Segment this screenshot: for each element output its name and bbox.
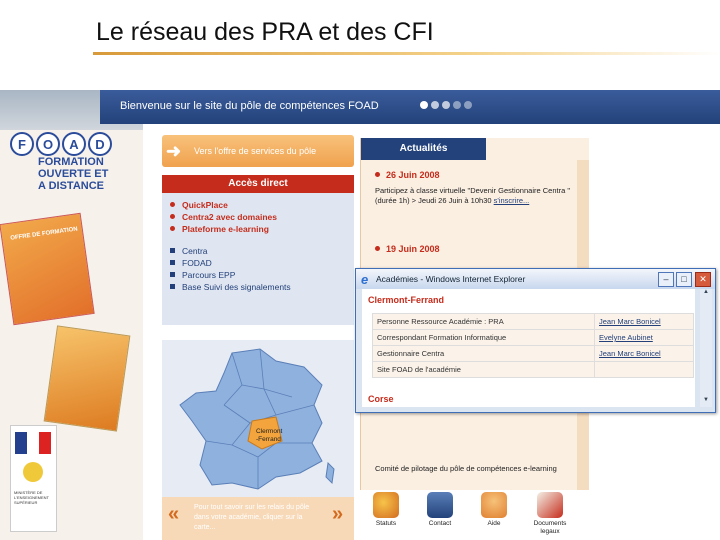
ie-window-title: Académies - Windows Internet Explorer (376, 274, 526, 284)
acces-link[interactable]: QuickPlace (170, 199, 354, 211)
contact-link (595, 362, 694, 378)
arrow-right-icon: ➜ (166, 141, 182, 161)
table-row (373, 362, 694, 378)
close-button[interactable]: ✕ (695, 272, 711, 287)
map-footer-text: Pour tout savoir sur les relais du pôle dans votre académie, cliquer sur la carte... (194, 504, 310, 531)
france-map[interactable] (172, 345, 342, 495)
acces-link[interactable]: Base Suivi des signalements (170, 281, 354, 293)
news-date: 26 Juin 2008 (375, 170, 440, 180)
brochure-image[interactable] (0, 213, 95, 325)
ie-scrollbar[interactable] (700, 289, 712, 407)
foad-letter: D (88, 132, 112, 156)
site-header (100, 90, 720, 124)
table-row (373, 330, 694, 346)
brochure-title: OFFRE DE FORMATION (10, 226, 79, 242)
acces-link[interactable]: Centra2 avec domaines (170, 211, 354, 223)
map-region-label: Clermont -Ferrand (256, 428, 283, 443)
minimize-button[interactable]: – (658, 272, 674, 287)
news-title: Actualités (361, 138, 486, 160)
computer-icon (427, 492, 453, 518)
register-link[interactable]: s'inscrire... (493, 196, 530, 205)
contact-link[interactable]: Jean Marc Bonicel (595, 346, 694, 362)
maximize-button[interactable]: □ (676, 272, 692, 287)
icon-label: Documents legaux (533, 520, 567, 535)
scroll-up-icon[interactable]: ▲ (703, 289, 709, 295)
contact-link[interactable]: Evelyne Aubinet (595, 330, 694, 346)
institution-logos (10, 425, 57, 532)
foad-line: A DISTANCE (38, 180, 104, 192)
acces-direct-panel (162, 175, 354, 325)
table-row (373, 314, 694, 330)
republique-francaise-logo (15, 432, 51, 454)
foad-subtitle (38, 156, 108, 192)
acces-link[interactable]: FODAD (170, 257, 354, 269)
ie-titlebar[interactable] (356, 269, 715, 289)
role-cell: Correspondant Formation Informatique (373, 330, 595, 346)
left-column (0, 90, 143, 540)
foad-logo (10, 132, 112, 156)
acces-direct-title: Accès direct (162, 175, 354, 193)
news-text: Participez à classe virtuelle "Devenir Gestionnaire Centra " (durée 1h) > Jeudi 26 Juin à 10h30 s'inscrire... (375, 186, 570, 205)
academy-table (372, 313, 694, 378)
region-title: Clermont-Ferrand (368, 295, 445, 305)
map-footer[interactable] (162, 497, 354, 540)
title-underline (93, 52, 720, 55)
comite-text: Comité de pilotage du pôle de compétences e-learning (375, 464, 557, 473)
people-icon (373, 492, 399, 518)
contact-link[interactable] (422, 492, 458, 528)
table-row (373, 346, 694, 362)
website-screenshot (0, 90, 720, 540)
ie-content (362, 289, 695, 407)
role-cell: Gestionnaire Centra (373, 346, 595, 362)
education-logo (23, 462, 43, 482)
brochure-image-2[interactable] (44, 325, 131, 431)
bottom-icons (360, 490, 588, 540)
chevron-right-icon: » (332, 503, 344, 525)
statuts-link[interactable] (368, 492, 404, 528)
documents-icon (537, 492, 563, 518)
icon-label: Contact (428, 520, 452, 527)
header-dots (420, 101, 472, 109)
documents-link[interactable] (532, 492, 568, 536)
offer-button-label: Vers l'offre de services du pôle (194, 146, 317, 156)
acces-link[interactable]: Parcours EPP (170, 269, 354, 281)
icon-label: Aide (487, 520, 501, 527)
foad-letter: F (10, 132, 34, 156)
news-date: 19 Juin 2008 (375, 244, 440, 254)
foad-letter: A (62, 132, 86, 156)
offer-services-button[interactable] (162, 135, 354, 167)
header-title: Bienvenue sur le site du pôle de compétences FOAD (120, 100, 379, 112)
acces-link[interactable]: Plateforme e-learning (170, 223, 354, 235)
foad-letter: O (36, 132, 60, 156)
icon-label: Statuts (375, 520, 397, 527)
foad-line: OUVERTE ET (38, 168, 109, 180)
slide-title: Le réseau des PRA et des CFI (96, 18, 434, 46)
ie-popup-window (355, 268, 716, 413)
region-title: Corse (368, 394, 394, 404)
ie-logo-icon: e (361, 272, 369, 287)
acces-link[interactable]: Centra (170, 245, 354, 257)
scroll-down-icon[interactable]: ▼ (703, 397, 709, 403)
foad-line: FORMATION (38, 156, 104, 168)
ministere-logo: MINISTÈRE DE L'ENSEIGNEMENT SUPÉRIEUR (14, 490, 49, 505)
help-person-icon (481, 492, 507, 518)
aide-link[interactable] (476, 492, 512, 528)
chevron-left-icon: « (168, 503, 180, 525)
contact-link[interactable]: Jean Marc Bonicel (595, 314, 694, 330)
role-cell[interactable]: Site FOAD de l'académie (373, 362, 595, 378)
role-cell: Personne Ressource Académie : PRA (373, 314, 595, 330)
france-map-panel[interactable] (162, 340, 354, 540)
